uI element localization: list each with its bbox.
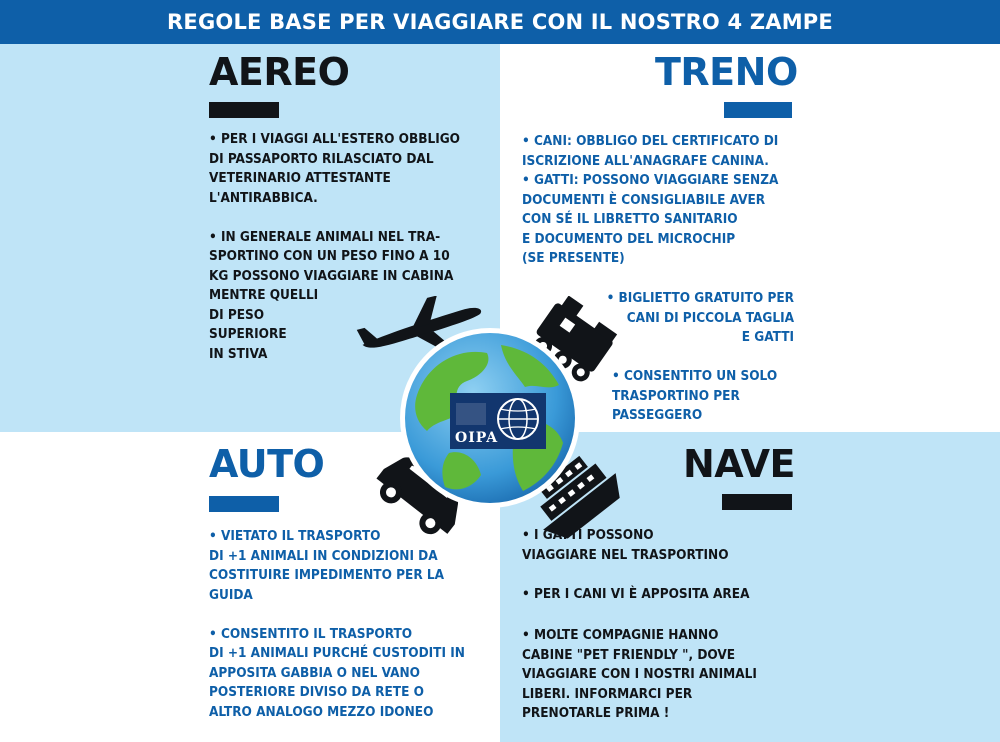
treno-text-ticket: • BIGLIETTO GRATUITO PER CANI DI PICCOLA TAGLIA E GATTI xyxy=(606,290,794,345)
oipa-logo-label: OIPA xyxy=(455,430,499,446)
auto-text: • VIETATO IL TRASPORTO DI +1 ANIMALI IN CONDIZIONI DA COSTITUIRE IMPEDIMENTO PER LA GUIDA • CONSENTITO IL TRASPORTO DI +1 ANIMALI PURCHÉ CUSTODITI IN APPOSITA GABBIA O NEL VANO POSTERIORE DIVISO DA RETE O ALTRO ANALOGO MEZZO IDONEO xyxy=(209,528,465,720)
auto-underline xyxy=(209,496,279,512)
treno-text-documents: • CANI: OBBLIGO DEL CERTIFICATO DI ISCRIZIONE ALL'ANAGRAFE CANINA. • GATTI: POSSONO VIAGGIARE SENZA DOCUMENTI È CONSIGLIABILE AVER CON SÉ IL LIBRETTO SANITARIO E DOCUMENTO DEL MICROCHIP (SE PRESENTE) xyxy=(522,133,779,266)
nave-text-dogs: • PER I CANI VI È APPOSITA AREA xyxy=(522,586,750,602)
nave-text-cabins: • MOLTE COMPAGNIE HANNO CABINE "PET FRIENDLY ", DOVE VIAGGIARE CON I NOSTRI ANIMALI LIBERI. INFORMARCI PER PRENOTARLE PRIMA ! xyxy=(522,627,757,721)
header-banner xyxy=(0,0,1000,44)
nave-text-cats: • I POSSONO VIAGGIARE NEL TRASPORTINO xyxy=(522,527,729,563)
treno-underline xyxy=(724,102,792,118)
nave-title: NAVE xyxy=(683,442,795,486)
header-title: REGOLE BASE PER VIAGGIARE CON IL NOSTRO 4 ZAMPE xyxy=(167,10,833,34)
treno-text-carrier: • CONSENTITO UN SOLO TRASPORTINO PER PASSEGGERO xyxy=(612,368,778,423)
aereo-title: AEREO xyxy=(209,50,350,94)
nave-underline xyxy=(722,494,792,510)
auto-title: AUTO xyxy=(209,442,325,486)
aereo-text: • PER I VIAGGI ALL'ESTERO OBBLIGO DI PASSAPORTO RILASCIATO DAL VETERINARIO ATTESTANTE L'ANTIRABBICA. • IN GENERALE ANIMALI NEL TRA- SPORTINO CON UN PESO FINO A 10 KG POSSONO VIAGGIARE IN CABINA MENTRE QUELLI DI PESO SUPERIORE IN STIVA xyxy=(209,131,461,362)
aereo-underline xyxy=(209,102,279,118)
treno-title: TRENO xyxy=(655,50,798,94)
